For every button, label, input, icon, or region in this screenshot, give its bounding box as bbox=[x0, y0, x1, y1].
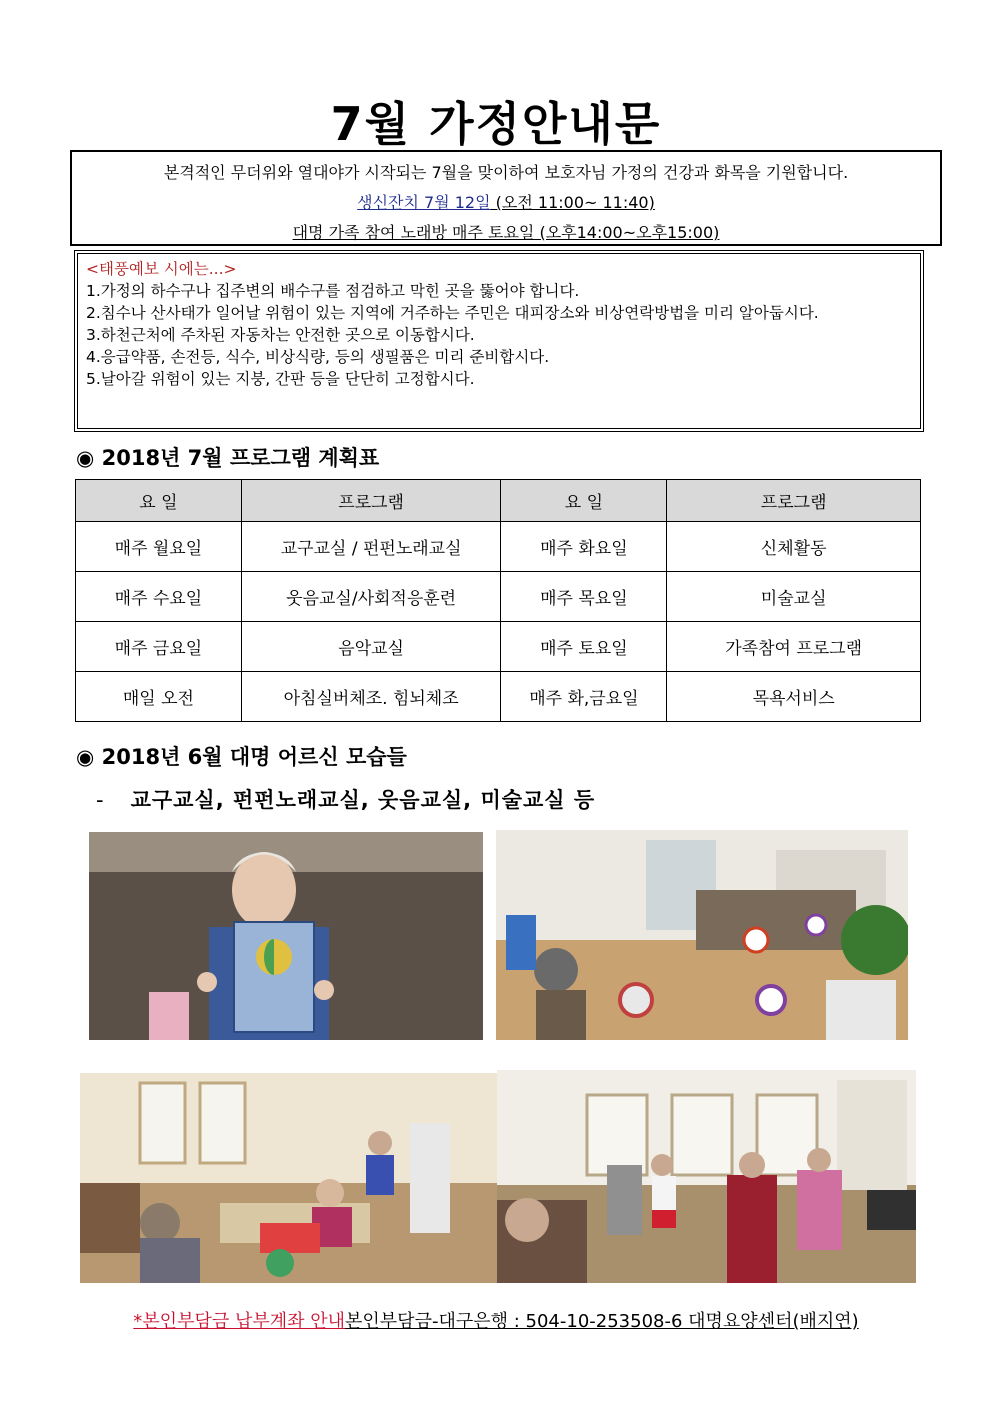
payment-account-label: *본인부담금 납부계좌 안내 bbox=[133, 1311, 346, 1332]
photos-section-title: ◉ 2018년 6월 대명 어르신 모습들 bbox=[76, 745, 407, 769]
typhoon-item: 2.침수나 산사태가 일어날 위험이 있는 지역에 거주하는 주민은 대피장소와 비상연락방법을 미리 알아둡시다. bbox=[86, 304, 819, 322]
birthday-line bbox=[72, 190, 940, 213]
table-cell: 미술교실 bbox=[667, 572, 921, 622]
typhoon-item: 5.날아갈 위험이 있는 지붕, 간판 등을 단단히 고정합시다. bbox=[86, 370, 475, 388]
photos-subtitle: 교구교실, 펀펀노래교실, 웃음교실, 미술교실 등 bbox=[130, 788, 596, 812]
table-cell: 음악교실 bbox=[241, 622, 501, 672]
karaoke-text: 대명 가족 참여 노래방 매주 토요일 (오후14:00~오후15:00) bbox=[292, 223, 720, 242]
table-header: 요 일 bbox=[501, 480, 667, 522]
table-cell: 신체활동 bbox=[667, 522, 921, 572]
payment-account-notice bbox=[0, 1307, 992, 1333]
table-cell: 매주 월요일 bbox=[76, 522, 242, 572]
payment-account-details: 본인부담금-대구은행 : 504-10-253508-6 대명요양센터(배지연) bbox=[345, 1311, 859, 1332]
photo-group-exercise bbox=[80, 1073, 498, 1283]
intro-box bbox=[70, 150, 942, 246]
table-cell: 매주 금요일 bbox=[76, 622, 242, 672]
typhoon-item: 4.응급약품, 손전등, 식수, 비상식량, 등의 생필품은 미리 준비합시다. bbox=[86, 348, 550, 366]
table-cell: 매주 토요일 bbox=[501, 622, 667, 672]
table-header: 프로그램 bbox=[241, 480, 501, 522]
table-cell: 가족참여 프로그램 bbox=[667, 622, 921, 672]
typhoon-heading: <태풍예보 시에는...> bbox=[86, 260, 237, 278]
program-table bbox=[75, 479, 921, 722]
typhoon-item: 3.하천근처에 주차된 자동차는 안전한 곳으로 이동합시다. bbox=[86, 326, 475, 344]
birthday-label: 생신잔치 7월 12일 bbox=[357, 193, 491, 212]
table-cell: 웃음교실/사회적응훈련 bbox=[241, 572, 501, 622]
photo-fan-activity bbox=[496, 830, 908, 1040]
typhoon-notice-box bbox=[74, 250, 924, 432]
photo-art-class bbox=[89, 832, 483, 1040]
table-cell: 매일 오전 bbox=[76, 672, 242, 722]
table-row bbox=[76, 622, 921, 672]
karaoke-line bbox=[72, 220, 940, 243]
program-section-title: ◉ 2018년 7월 프로그램 계획표 bbox=[76, 446, 380, 470]
table-header: 요 일 bbox=[76, 480, 242, 522]
table-cell: 매주 화,금요일 bbox=[501, 672, 667, 722]
dash-bullet: - bbox=[96, 788, 105, 812]
birthday-time: (오전 11:00~ 11:40) bbox=[490, 193, 655, 212]
table-cell: 아침실버체조. 힘뇌체조 bbox=[241, 672, 501, 722]
table-header: 프로그램 bbox=[667, 480, 921, 522]
page-title: 7월 가정안내문 bbox=[330, 97, 662, 151]
photos-subtitle-line bbox=[96, 784, 595, 814]
photo-dance-activity bbox=[497, 1070, 916, 1283]
table-cell: 목욕서비스 bbox=[667, 672, 921, 722]
table-header-row bbox=[76, 480, 921, 522]
table-cell: 매주 화요일 bbox=[501, 522, 667, 572]
table-row bbox=[76, 672, 921, 722]
table-row bbox=[76, 572, 921, 622]
table-row bbox=[76, 522, 921, 572]
table-cell: 매주 목요일 bbox=[501, 572, 667, 622]
typhoon-item: 1.가정의 하수구나 집주변의 배수구를 점검하고 막힌 곳을 뚫어야 합니다. bbox=[86, 282, 580, 300]
table-cell: 매주 수요일 bbox=[76, 572, 242, 622]
intro-greeting: 본격적인 무더위와 열대야가 시작되는 7월을 맞이하여 보호자님 가정의 건강과 화목을 기원합니다. bbox=[163, 163, 849, 182]
table-cell: 교구교실 / 펀펀노래교실 bbox=[241, 522, 501, 572]
